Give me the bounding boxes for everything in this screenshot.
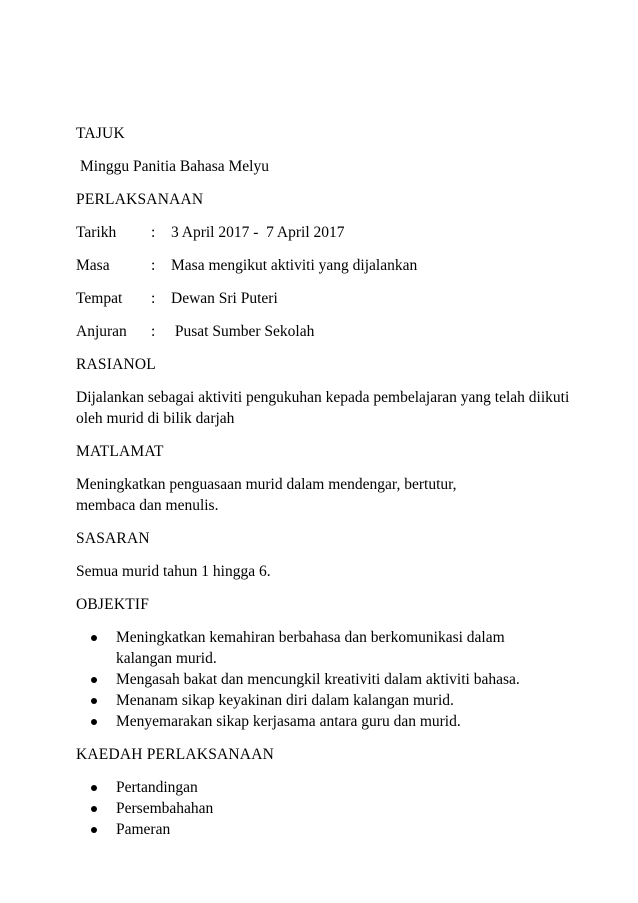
objektif-list [76, 627, 546, 732]
bullet-icon [91, 677, 97, 683]
list-item [76, 690, 546, 711]
bullet-icon [91, 635, 97, 641]
row-colon: : [151, 323, 156, 340]
list-item [76, 627, 546, 669]
row-colon: : [151, 290, 156, 307]
sasaran-text: Semua murid tahun 1 hingga 6. [76, 563, 271, 580]
row-colon: : [151, 224, 156, 241]
bullet-icon [91, 785, 97, 791]
list-item-text: Pertandingan [116, 779, 198, 796]
heading-sasaran: SASARAN [76, 530, 150, 547]
list-item [76, 819, 576, 840]
list-item-text: Persembahahan [116, 800, 214, 817]
list-item-text: Menyemarakan sikap kerjasama antara guru dan murid. [116, 713, 461, 730]
row-label: Masa [76, 257, 110, 274]
list-item [76, 669, 546, 690]
rasianol-text: Dijalankan sebagai aktiviti pengukuhan kepada pembelajaran yang telah diikuti oleh murid di bilik darjah [76, 389, 577, 427]
heading-perlaksanaan: PERLAKSANAAN [76, 191, 204, 208]
list-item-text: Mengasah bakat dan mencungkil kreativiti dalam aktiviti bahasa. [116, 671, 520, 688]
kaedah-list [76, 777, 576, 840]
bullet-icon [91, 719, 97, 725]
row-value: 3 April 2017 - 7 April 2017 [171, 224, 345, 241]
heading-rasianol: RASIANOL [76, 356, 156, 373]
bullet-icon [91, 827, 97, 833]
row-tarikh [76, 222, 576, 243]
document-content [76, 123, 576, 852]
bullet-icon [91, 806, 97, 812]
heading-matlamat: MATLAMAT [76, 443, 164, 460]
list-item [76, 798, 576, 819]
row-label: Tarikh [76, 224, 117, 241]
heading-objektif: OBJEKTIF [76, 596, 150, 613]
row-value: Dewan Sri Puteri [171, 290, 278, 307]
heading-tajuk: TAJUK [76, 125, 125, 142]
list-item-text: Pameran [116, 821, 171, 838]
bullet-icon [91, 698, 97, 704]
row-tempat [76, 288, 576, 309]
list-item [76, 777, 576, 798]
row-label: Anjuran [76, 323, 127, 340]
row-colon: : [151, 257, 156, 274]
row-label: Tempat [76, 290, 123, 307]
list-item [76, 711, 546, 732]
row-masa [76, 255, 576, 276]
list-item-text: Menanam sikap keyakinan diri dalam kalangan murid. [116, 692, 454, 709]
row-value: Pusat Sumber Sekolah [171, 323, 315, 340]
row-anjuran [76, 321, 576, 342]
matlamat-text: Meningkatkan penguasaan murid dalam mendengar, bertutur, membaca dan menulis. [76, 476, 457, 514]
heading-kaedah: KAEDAH PERLAKSANAAN [76, 746, 274, 763]
row-value: Masa mengikut aktiviti yang dijalankan [171, 257, 418, 274]
list-item-text: Meningkatkan kemahiran berbahasa dan berkomunikasi dalam kalangan murid. [116, 629, 505, 667]
tajuk-text: Minggu Panitia Bahasa Melyu [80, 158, 269, 175]
